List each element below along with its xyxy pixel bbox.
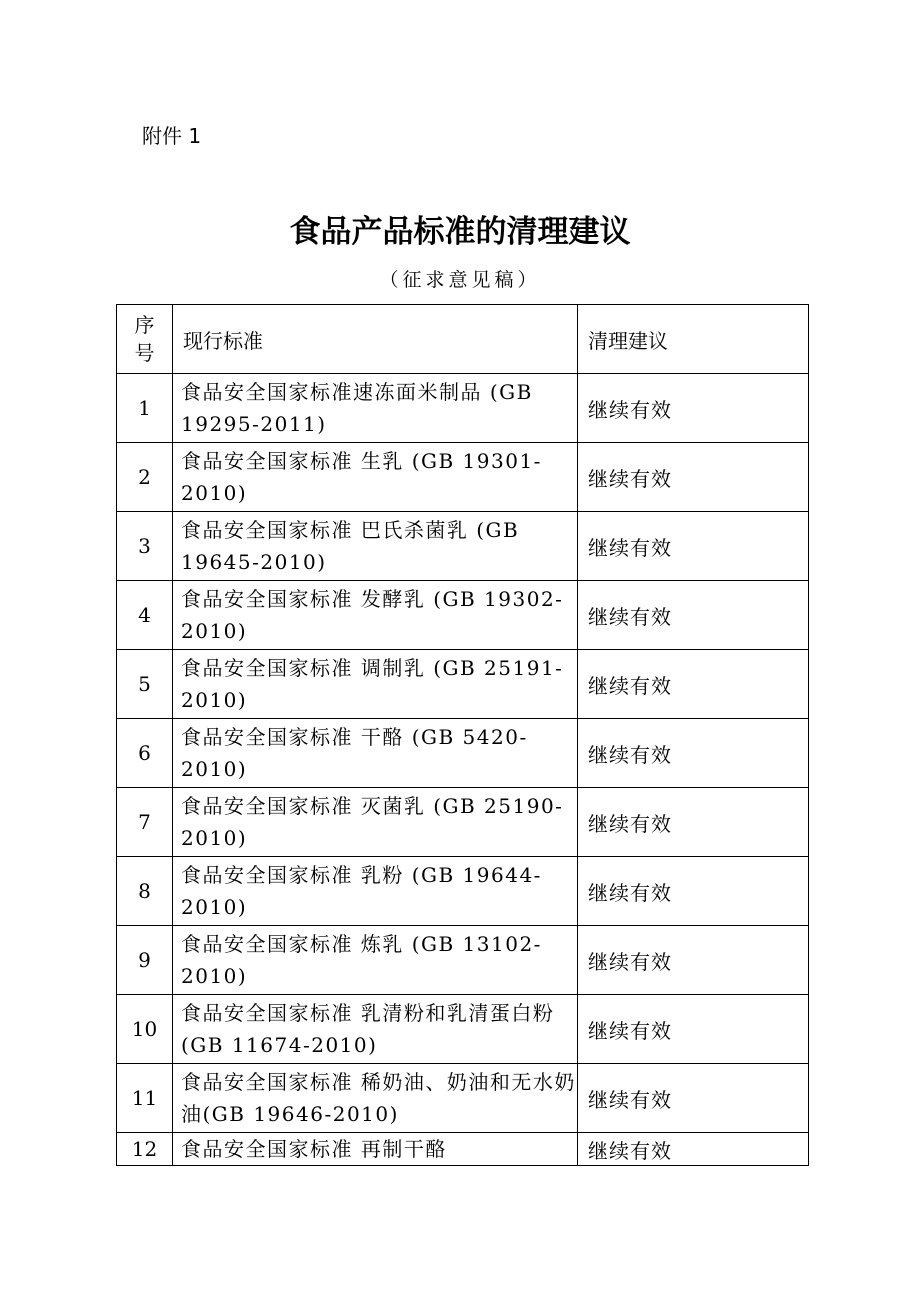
document-subtitle: （征求意见稿） <box>379 269 541 291</box>
row-standard: 食品安全国家标准 干酪 (GB 5420-2010) <box>173 719 578 788</box>
row-suggestion: 继续有效 <box>578 443 809 512</box>
row-suggestion: 继续有效 <box>578 788 809 857</box>
row-standard: 食品安全国家标准 炼乳 (GB 13102-2010) <box>173 926 578 995</box>
table-row <box>117 581 809 650</box>
table-row <box>117 650 809 719</box>
row-number: 1 <box>117 374 173 443</box>
table-row <box>117 1133 809 1166</box>
table-row <box>117 512 809 581</box>
row-suggestion: 继续有效 <box>578 374 809 443</box>
row-suggestion: 继续有效 <box>578 995 809 1064</box>
row-number: 10 <box>117 995 173 1064</box>
row-suggestion: 继续有效 <box>578 926 809 995</box>
row-number: 7 <box>117 788 173 857</box>
table-row <box>117 719 809 788</box>
table-row <box>117 788 809 857</box>
row-number: 9 <box>117 926 173 995</box>
row-number: 6 <box>117 719 173 788</box>
row-number: 12 <box>117 1133 173 1166</box>
table-header-row <box>117 305 809 374</box>
table-row <box>117 995 809 1064</box>
row-standard: 食品安全国家标准 巴氏杀菌乳 (GB 19645-2010) <box>173 512 578 581</box>
table-row <box>117 1064 809 1133</box>
row-suggestion: 继续有效 <box>578 1133 809 1166</box>
row-standard: 食品安全国家标准 生乳 (GB 19301-2010) <box>173 443 578 512</box>
table-row <box>117 443 809 512</box>
row-standard: 食品安全国家标准 乳粉 (GB 19644-2010) <box>173 857 578 926</box>
standards-table <box>116 304 809 1166</box>
row-standard: 食品安全国家标准 再制干酪 <box>173 1133 578 1166</box>
row-suggestion: 继续有效 <box>578 512 809 581</box>
row-standard: 食品安全国家标准 调制乳 (GB 25191-2010) <box>173 650 578 719</box>
table-row <box>117 926 809 995</box>
row-number: 8 <box>117 857 173 926</box>
row-standard: 食品安全国家标准 发酵乳 (GB 19302-2010) <box>173 581 578 650</box>
row-number: 3 <box>117 512 173 581</box>
column-header-no <box>117 305 173 374</box>
row-standard: 食品安全国家标准 稀奶油、奶油和无水奶油(GB 19646-2010) <box>173 1064 578 1133</box>
row-number: 4 <box>117 581 173 650</box>
row-standard: 食品安全国家标准速冻面米制品 (GB 19295-2011) <box>173 374 578 443</box>
row-standard: 食品安全国家标准 乳清粉和乳清蛋白粉(GB 11674-2010) <box>173 995 578 1064</box>
table-row <box>117 374 809 443</box>
column-header-standard: 现行标准 <box>173 305 578 374</box>
table-row <box>117 857 809 926</box>
row-suggestion: 继续有效 <box>578 719 809 788</box>
row-standard: 食品安全国家标准 灭菌乳 (GB 25190-2010) <box>173 788 578 857</box>
row-suggestion: 继续有效 <box>578 581 809 650</box>
document-title: 食品产品标准的清理建议 <box>289 214 631 250</box>
row-number: 2 <box>117 443 173 512</box>
row-number: 11 <box>117 1064 173 1133</box>
row-number: 5 <box>117 650 173 719</box>
row-suggestion: 继续有效 <box>578 1064 809 1133</box>
column-header-no-label: 序号 <box>134 313 155 365</box>
row-suggestion: 继续有效 <box>578 650 809 719</box>
attachment-label: 附件 1 <box>142 124 202 148</box>
row-suggestion: 继续有效 <box>578 857 809 926</box>
column-header-suggestion: 清理建议 <box>578 305 809 374</box>
